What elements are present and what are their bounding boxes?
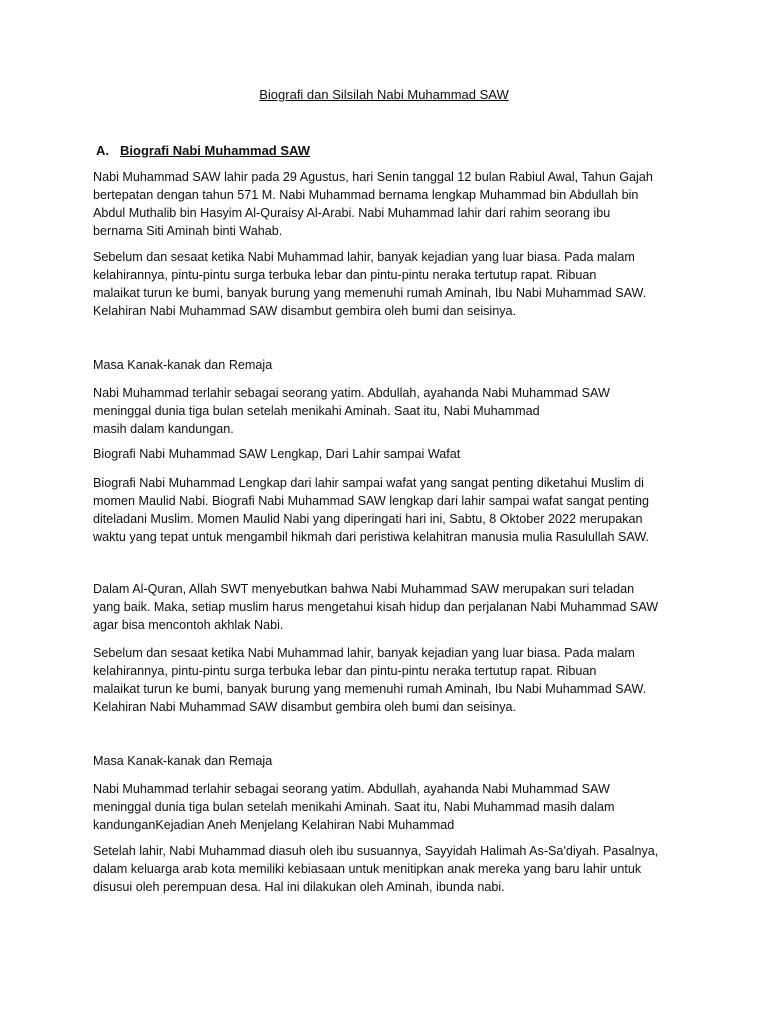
subheading-childhood [93,356,683,374]
paragraph-miracles-repeat [93,644,683,716]
paragraph-line: yang baik. Maka, setiap muslim harus mengetahui kisah hidup dan perjalanan Nabi Muhammad SAW [93,600,659,614]
paragraph-line: momen Maulid Nabi. Biografi Nabi Muhammad SAW lengkap dari lahir sampai wafat sangat penting [93,494,650,508]
paragraph-line: bernama Siti Aminah binti Wahab. [93,224,283,238]
paragraph-line: Dalam Al-Quran, Allah SWT menyebutkan bahwa Nabi Muhammad SAW merupakan suri teladan [93,582,635,596]
paragraph-line: kelahirannya, pintu-pintu surga terbuka lebar dan pintu-pintu neraka tertutup rapat. Ribuan [93,664,597,678]
subheading-line: Masa Kanak-kanak dan Remaja [93,358,273,372]
paragraph-line: Nabi Muhammad terlahir sebagai seorang yatim. Abdullah, ayahanda Nabi Muhammad SAW [93,782,610,796]
paragraph-line: meninggal dunia tiga bulan setelah menikahi Aminah. Saat itu, Nabi Muhammad masih dalam [93,800,615,814]
paragraph-line: malaikat turun ke bumi, banyak burung yang memenuhi rumah Aminah, Ibu Nabi Muhammad SAW. [93,682,647,696]
paragraph-line: masih dalam kandungan. [93,422,234,436]
paragraph-orphan [93,384,683,438]
paragraph-line: Sebelum dan sesaat ketika Nabi Muhammad lahir, banyak kejadian yang luar biasa. Pada malam [93,250,635,264]
paragraph-line: kelahirannya, pintu-pintu surga terbuka lebar dan pintu-pintu neraka tertutup rapat. Ribuan [93,268,597,282]
paragraph-miracles [93,248,683,320]
paragraph-line: Abdul Muthalib bin Hasyim Al-Quraisy Al-Arabi. Nabi Muhammad lahir dari rahim seorang ibu [93,206,611,220]
paragraph-line: Kelahiran Nabi Muhammad SAW disambut gembira oleh bumi dan seisinya. [93,700,517,714]
paragraph-line: kandunganKejadian Aneh Menjelang Kelahiran Nabi Muhammad [93,818,455,832]
paragraph-line: Biografi Nabi Muhammad Lengkap dari lahir sampai wafat yang sangat penting diketahui Muslim di [93,476,644,490]
paragraph-orphan-repeat [93,780,683,834]
section-a-heading [96,142,310,160]
paragraph-line: diteladani Muslim. Momen Maulid Nabi yang diperingati hari ini, Sabtu, 8 Oktober 2022 merupakan [93,512,643,526]
paragraph-line: disusui oleh perempuan desa. Hal ini dilakukan oleh Aminah, ibunda nabi. [93,880,505,894]
paragraph-line: Nabi Muhammad terlahir sebagai seorang yatim. Abdullah, ayahanda Nabi Muhammad SAW [93,386,610,400]
section-a-letter: A. [96,143,109,158]
paragraph-line: dalam keluarga arab kota memiliki kebiasaan untuk menitipkan anak mereka yang baru lahir untuk [93,862,642,876]
document-title: Biografi dan Silsilah Nabi Muhammad SAW [259,87,509,102]
paragraph-line: meninggal dunia tiga bulan setelah menikahi Aminah. Saat itu, Nabi Muhammad [93,404,540,418]
paragraph-line: waktu yang tepat untuk mengambil hikmah dari peristiwa kelahitran manusia mulia Rasulullah SAW. [93,530,650,544]
paragraph-quran [93,580,683,634]
section-a-title: Biografi Nabi Muhammad SAW [120,143,310,158]
paragraph-line: malaikat turun ke bumi, banyak burung yang memenuhi rumah Aminah, Ibu Nabi Muhammad SAW. [93,286,647,300]
paragraph-birth [93,168,683,240]
paragraph-line: Setelah lahir, Nabi Muhammad diasuh oleh ibu susuannya, Sayyidah Halimah As-Sa'diyah. Pasalnya, [93,844,659,858]
subheading-line: Biografi Nabi Muhammad SAW Lengkap, Dari Lahir sampai Wafat [93,447,461,461]
paragraph-line: Kelahiran Nabi Muhammad SAW disambut gembira oleh bumi dan seisinya. [93,304,517,318]
paragraph-line: Nabi Muhammad SAW lahir pada 29 Agustus, hari Senin tanggal 12 bulan Rabiul Awal, Tahun Gajah [93,170,653,184]
subheading-complete-biography [93,445,683,463]
subheading-childhood-repeat [93,752,683,770]
paragraph-halimah [93,842,683,896]
paragraph-line: agar bisa mencontoh akhlak Nabi. [93,618,284,632]
subheading-line: Masa Kanak-kanak dan Remaja [93,754,273,768]
paragraph-line: Sebelum dan sesaat ketika Nabi Muhammad lahir, banyak kejadian yang luar biasa. Pada malam [93,646,635,660]
paragraph-line: bertepatan dengan tahun 571 M. Nabi Muhammad bernama lengkap Muhammad bin Abdullah bin [93,188,639,202]
paragraph-maulid [93,474,683,546]
